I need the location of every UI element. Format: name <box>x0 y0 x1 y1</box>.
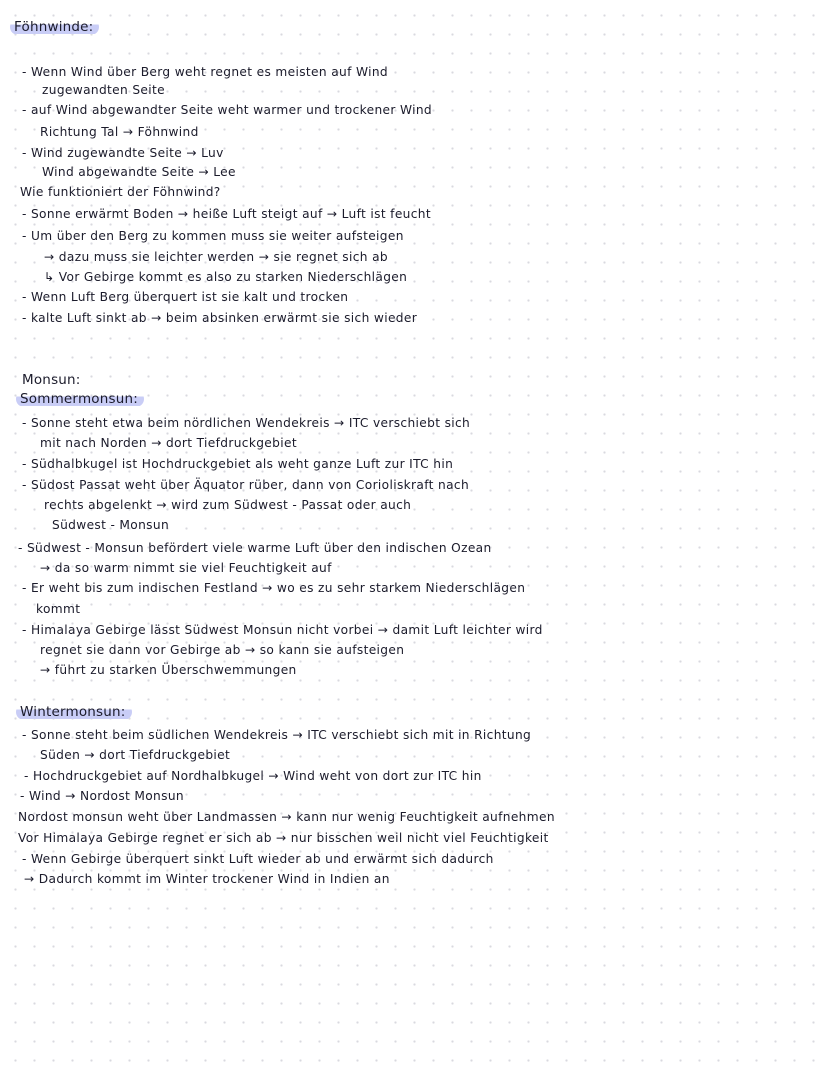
winter-line: Nordost monsun weht über Landmassen → kann nur wenig Feuchtigkeit aufnehmen <box>18 810 555 824</box>
sommer-line: - Südhalbkugel ist Hochdruckgebiet als weht ganze Luft zur ITC hin <box>22 457 454 471</box>
foehn-line: - Wenn Wind über Berg weht regnet es meisten auf Wind <box>22 65 388 79</box>
foehn-line: Richtung Tal → Föhnwind <box>40 125 199 139</box>
foehn-line: - Um über den Berg zu kommen muss sie weiter aufsteigen <box>22 229 404 243</box>
foehn-line: ↳ Vor Gebirge kommt es also zu starken Niederschlägen <box>44 270 408 284</box>
sommer-line: → führt zu starken Überschwemmungen <box>40 663 297 677</box>
sommer-line: rechts abgelenkt → wird zum Südwest - Passat oder auch <box>44 498 412 512</box>
wintermonsun-heading: Wintermonsun: <box>16 704 132 720</box>
winter-line: - Wenn Gebirge überquert sinkt Luft wieder ab und erwärmt sich dadurch <box>22 852 494 866</box>
sommer-line: mit nach Norden → dort Tiefdruckgebiet <box>40 436 297 450</box>
winter-line: → Dadurch kommt im Winter trockener Wind in Indien an <box>24 872 390 886</box>
foehn-line: zugewandten Seite <box>42 83 165 97</box>
foehn-line: → dazu muss sie leichter werden → sie regnet sich ab <box>44 250 389 264</box>
foehn-line: - Wind zugewandte Seite → Luv <box>22 146 224 160</box>
winter-line: - Wind → Nordost Monsun <box>20 789 184 803</box>
sommer-line: - Himalaya Gebirge lässt Südwest Monsun nicht vorbei → damit Luft leichter wird <box>22 623 543 637</box>
foehn-line: - Sonne erwärmt Boden → heiße Luft steigt auf → Luft ist feucht <box>22 207 432 221</box>
foehn-line: - kalte Luft sinkt ab → beim absinken erwärmt sie sich wieder <box>22 311 418 325</box>
foehn-line: - Wenn Luft Berg überquert ist sie kalt und trocken <box>22 290 349 304</box>
winter-line: - Sonne steht beim südlichen Wendekreis → ITC verschiebt sich mit in Richtung <box>22 728 532 742</box>
monsun-heading: Monsun: <box>22 372 81 388</box>
sommer-line: - Südost Passat weht über Äquator rüber, dann von Corioliskraft nach <box>22 478 470 492</box>
sommer-line: Südwest - Monsun <box>52 518 170 532</box>
winter-line: Vor Himalaya Gebirge regnet er sich ab → nur bisschen weil nicht viel Feuchtigkeit <box>18 831 549 845</box>
sommer-line: kommt <box>36 602 81 616</box>
sommer-line: - Sonne steht etwa beim nördlichen Wendekreis → ITC verschiebt sich <box>22 416 471 430</box>
sommer-line: → da so warm nimmt sie viel Feuchtigkeit auf <box>40 561 332 575</box>
sommer-line: regnet sie dann vor Gebirge ab → so kann sie aufsteigen <box>40 643 405 657</box>
sommer-line: - Südwest - Monsun befördert viele warme Luft über den indischen Ozean <box>18 541 492 555</box>
winter-line: - Hochdruckgebiet auf Nordhalbkugel → Wind weht von dort zur ITC hin <box>24 769 482 783</box>
foehn-line: - auf Wind abgewandter Seite weht warmer und trockener Wind <box>22 103 432 117</box>
sommermonsun-heading: Sommermonsun: <box>16 391 144 407</box>
winter-line: Süden → dort Tiefdruckgebiet <box>40 748 231 762</box>
sommer-line: - Er weht bis zum indischen Festland → wo es zu sehr starkem Niederschlägen <box>22 581 526 595</box>
foehn-heading: Föhnwinde: <box>10 19 99 35</box>
foehn-line: Wie funktioniert der Föhnwind? <box>20 185 221 199</box>
foehn-line: Wind abgewandte Seite → Lee <box>42 165 236 179</box>
